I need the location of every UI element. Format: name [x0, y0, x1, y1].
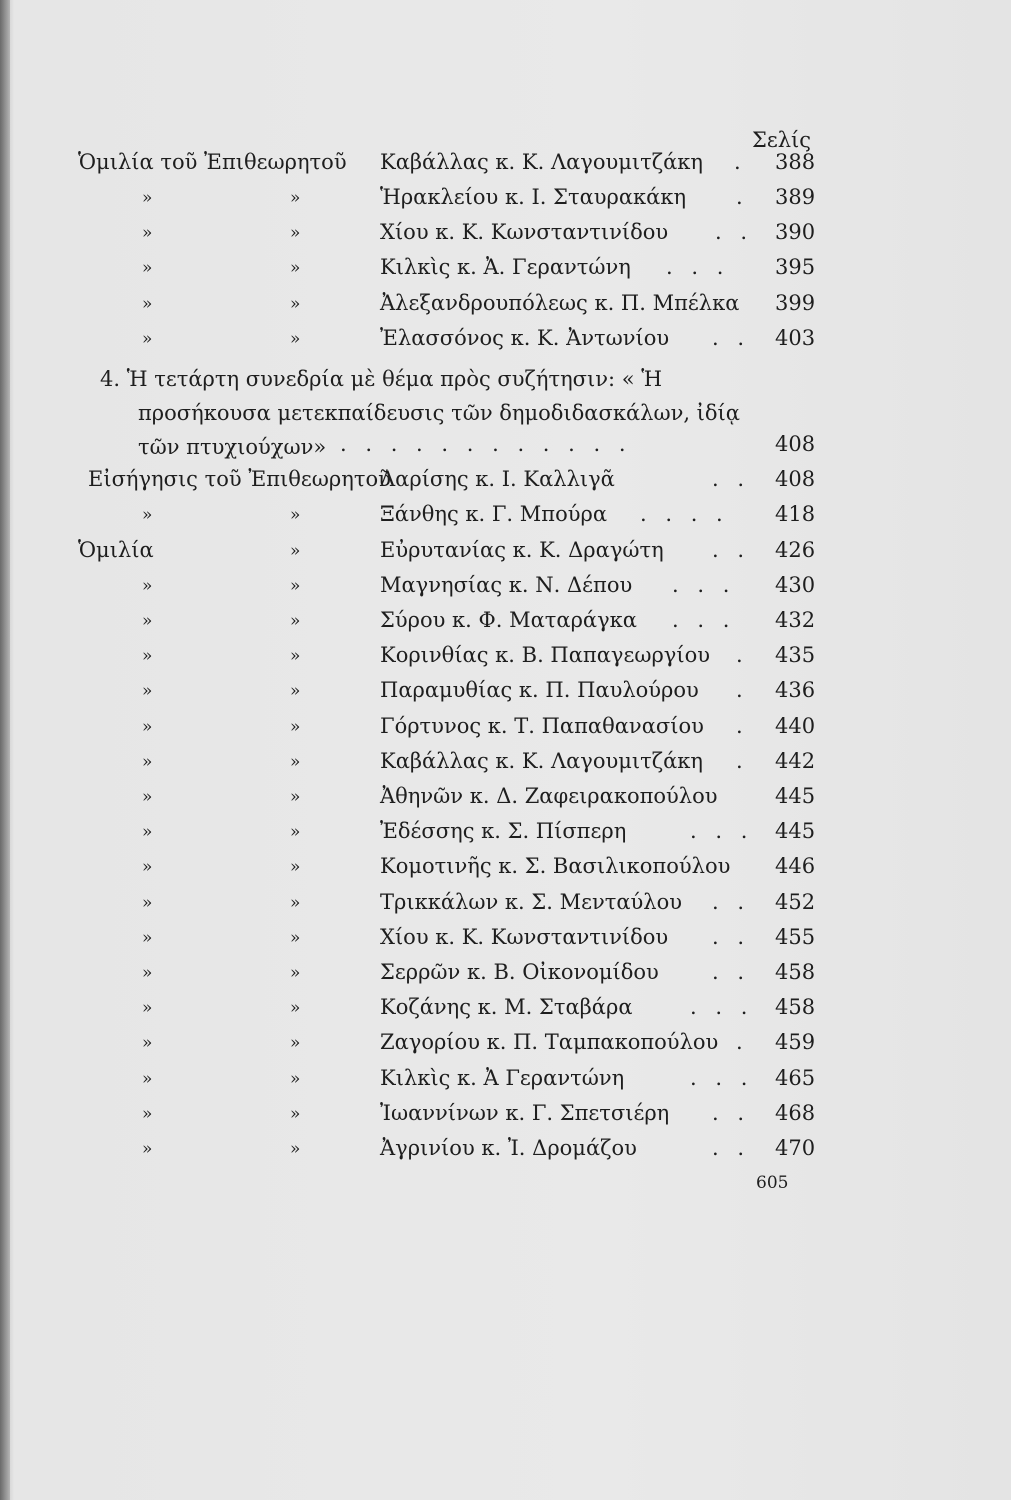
- toc-entry: » » Χίου κ. Κ. Κωνσταντινίδου . . 455: [142, 925, 816, 949]
- toc-entry: Εἰσήγησις τοῦ Ἐπιθεωρητοῦ Λαρίσης κ. Ι. Καλλιγᾶ . . 408: [88, 467, 816, 491]
- toc-entry: » » Ἀθηνῶν κ. Δ. Ζαφειρακοπούλου 445: [142, 784, 816, 808]
- toc-entry: » » Ἀλεξανδρουπόλεως κ. Π. Μπέλκα 399: [142, 291, 816, 315]
- toc-entry: » » Τρικκάλων κ. Σ. Μενταύλου . . 452: [142, 890, 816, 914]
- toc-entry: » » Κιλκὶς κ. Ἀ. Γεραντώνη . . . 395: [142, 255, 816, 279]
- toc-entry: » » Ζαγορίου κ. Π. Ταμπακοπούλου . 459: [142, 1030, 816, 1054]
- toc-entry: » » Κιλκὶς κ. Ἀ Γεραντώνη . . . 465: [142, 1066, 816, 1090]
- toc-entry: » » Σερρῶν κ. Β. Οἰκονομίδου . . 458: [142, 960, 816, 984]
- toc-entry: Ὁμιλία τοῦ Ἐπιθεωρητοῦ Καβάλλας κ. Κ. Λαγουμιτζάκη . 388: [78, 150, 816, 174]
- toc-entry: » » Χίου κ. Κ. Κωνσταντινίδου . . 390: [142, 220, 816, 244]
- toc-entry: » » Κομοτινῆς κ. Σ. Βασιλικοπούλου 446: [142, 854, 816, 878]
- toc-entry: » » Ἡρακλείου κ. Ι. Σταυρακάκη . 389: [142, 185, 816, 209]
- toc-entry: » » Κορινθίας κ. Β. Παπαγεωργίου . 435: [142, 643, 816, 667]
- toc-entry: » » Γόρτυνος κ. Τ. Παπαθανασίου . 440: [142, 714, 816, 738]
- toc-entry: » » Ἰωαννίνων κ. Γ. Σπετσιέρη . . 468: [142, 1101, 816, 1125]
- page-column-header: Σελίς: [752, 128, 812, 152]
- toc-entry: » » Ξάνθης κ. Γ. Μπούρα . . . . 418: [142, 502, 816, 526]
- toc-entry: » » Κοζάνης κ. Μ. Σταβάρα . . . 458: [142, 995, 816, 1019]
- toc-entry: » » Ἐλασσόνος κ. Κ. Ἀντωνίου . . 403: [142, 326, 816, 350]
- dot-leader: . . . . . . . . . . . .: [340, 432, 632, 456]
- toc-entry: » » Παραμυθίας κ. Π. Παυλούρου . 436: [142, 678, 816, 702]
- toc-entry: Ὁμιλία » Εὐρυτανίας κ. Κ. Δραγώτη . . 426: [78, 538, 816, 562]
- toc-entry: » » Καβάλλας κ. Κ. Λαγουμιτζάκη . 442: [142, 749, 816, 773]
- toc-entry: » » Μαγνησίας κ. Ν. Δέπου . . . 430: [142, 573, 816, 597]
- section-heading: 4. Ἡ τετάρτη συνεδρία μὲ θέμα πρὸς συζήτησιν: « Ἡ προσήκουσα μετεκπαίδευσις τῶν δημοδιδασκάλων, ἰδίᾳ τῶν πτυχιούχων»: [100, 367, 740, 459]
- toc-entry: » » Ἀγρινίου κ. Ἰ. Δρομάζου . . 470: [142, 1136, 816, 1160]
- toc-entry: » » Σύρου κ. Φ. Ματαράγκα . . . 432: [142, 608, 816, 632]
- page-ref: 408: [775, 432, 816, 456]
- page-number: 605: [756, 1173, 789, 1193]
- toc-entry: » » Ἐδέσσης κ. Σ. Πίσπερη . . . 445: [142, 819, 816, 843]
